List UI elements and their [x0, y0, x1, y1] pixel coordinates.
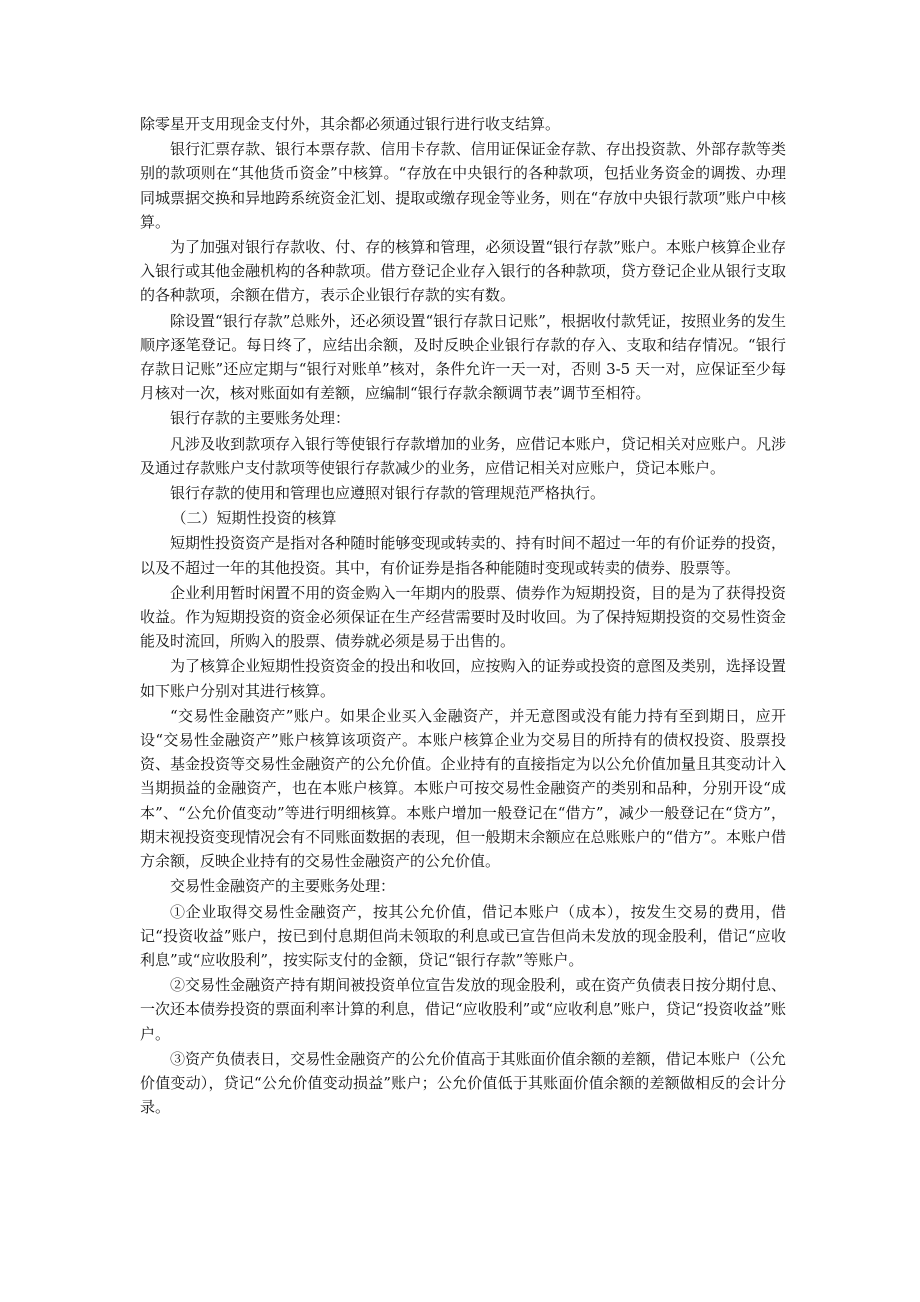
paragraph-trading-financial-assets: “交易性金融资产”账户。如果企业买入金融资产，并无意图或没有能力持有至到期日，应开设“交易性金融资产”账户核算该项资产。本账户核算企业为交易目的所持有的债权投资、股票投资、基金投资等交易性金融资产的公允价值。企业持有的直接指定为以公允价值加量且其变动计入当期损益的金融资产，也在本账户核算。本账户可按交易性金融资产的类别和品种，分别开设“成本”、“公允价值变动”等进行明细核算。本账户增加一般登记在“借方”，减少一般登记在“贷方”，期末视投资变现情况会有不同账面数据的表现，但一般期末余额应在总账账户的“借方”。本账户借方余额，反映企业持有的交易性金融资产的公允价值。: [140, 706, 786, 871]
paragraph-other-monetary-funds: 银行汇票存款、银行本票存款、信用卡存款、信用证保证金存款、存出投资款、外部存款等类别的款项则在“其他货币资金”中核算。“存放在中央银行的各种款项，包括业务资金的调拨、办理同城票据交换和异地跨系统资金汇划、提取或缴存现金等业务，则在“存放中央银行款项”账户中核算。: [140, 140, 786, 231]
paragraph-short-term-purpose: 企业利用暂时闲置不用的资金购入一年期内的股票、债券作为短期投资，目的是为了获得投资收益。作为短期投资的资金必须保证在生产经营需要时及时收回。为了保持短期投资的交易性资金能及时流回，所购入的股票、债券就必须是易于出售的。: [140, 583, 786, 651]
paragraph-entry-2: ②交易性金融资产持有期间被投资单位宣告发放的现金股利，或在资产负债表日按分期付息、一次还本债券投资的票面利率计算的利息，借记“应收股利”或“应收利息”账户，贷记“投资收益”账户。: [140, 976, 787, 1043]
paragraph-cash-settlement: 除零星开支用现金支付外，其余都必须通过银行进行收支结算。: [140, 115, 561, 133]
paragraph-account-setup: 为了核算企业短期性投资资金的投出和收回，应按购入的证券或投资的意图及类别，选择设置如下账户分别对其进行核算。: [140, 657, 786, 700]
paragraph-bank-entries: 凡涉及收到款项存入银行等使银行存款增加的业务，应借记本账户，贷记相关对应账户。凡涉及通过存款账户支付款项等使银行存款减少的业务，应借记相关对应账户，贷记本账户。: [140, 434, 786, 477]
paragraph-entry-1: ①企业取得交易性金融资产，按其公允价值，借记本账户（成本），按发生交易的费用，借记“投资收益”账户，按已到付息期但尚未领取的利息或已宣告但尚未发放的现金股利，借记“应收利息”或“应收股利”，按实际支付的金额，贷记“银行存款”等账户。: [140, 902, 786, 969]
paragraph-bank-management: 银行存款的使用和管理也应遵照对银行存款的管理规范严格执行。: [170, 484, 606, 503]
paragraph-trading-entries-heading: 交易性金融资产的主要账务处理：: [170, 877, 396, 896]
section-heading-short-term-investment: （二）短期性投资的核算: [171, 509, 337, 528]
paragraph-short-term-definition: 短期性投资资产是指对各种随时能够变现或转卖的、持有时间不超过一年的有价证券的投资，以及不超过一年的其他投资。其中，有价证券是指各种能随时变现或转卖的债券、股票等。: [140, 534, 786, 577]
paragraph-bank-deposit-account: 为了加强对银行存款收、付、存的核算和管理，必须设置“银行存款”账户。本账户核算企业存入银行或其他金融机构的各种款项。借方登记企业存入银行的各种款项，贷方登记企业从银行支取的各种款项，余额在借方，表示企业银行存款的实有数。: [140, 238, 786, 305]
document-body: [140, 112, 786, 1120]
paragraph-bank-entries-heading: 银行存款的主要账务处理：: [170, 409, 351, 428]
paragraph-bank-journal: 除设置“银行存款”总账外，还必须设置“银行存款日记账”，根据收付款凭证，按照业务的发生顺序逐笔登记。每日终了，应结出余额，及时反映企业银行存款的存入、支取和结存情况。“银行存款日记账”还应定期与“银行对账单”核对，条件允许一天一对，否则 3-5 天一对，应保证至少每月核对一次，核对账面如有差额，应编制“银行存款余额调节表”调节至相符。: [140, 311, 786, 403]
paragraph-entry-3: ③资产负债表日，交易性金融资产的公允价值高于其账面价值余额的差额，借记本账户（公允价值变动），贷记“公允价值变动损益”账户；公允价值低于其账面价值余额的差额做相反的会计分录。: [140, 1049, 786, 1117]
